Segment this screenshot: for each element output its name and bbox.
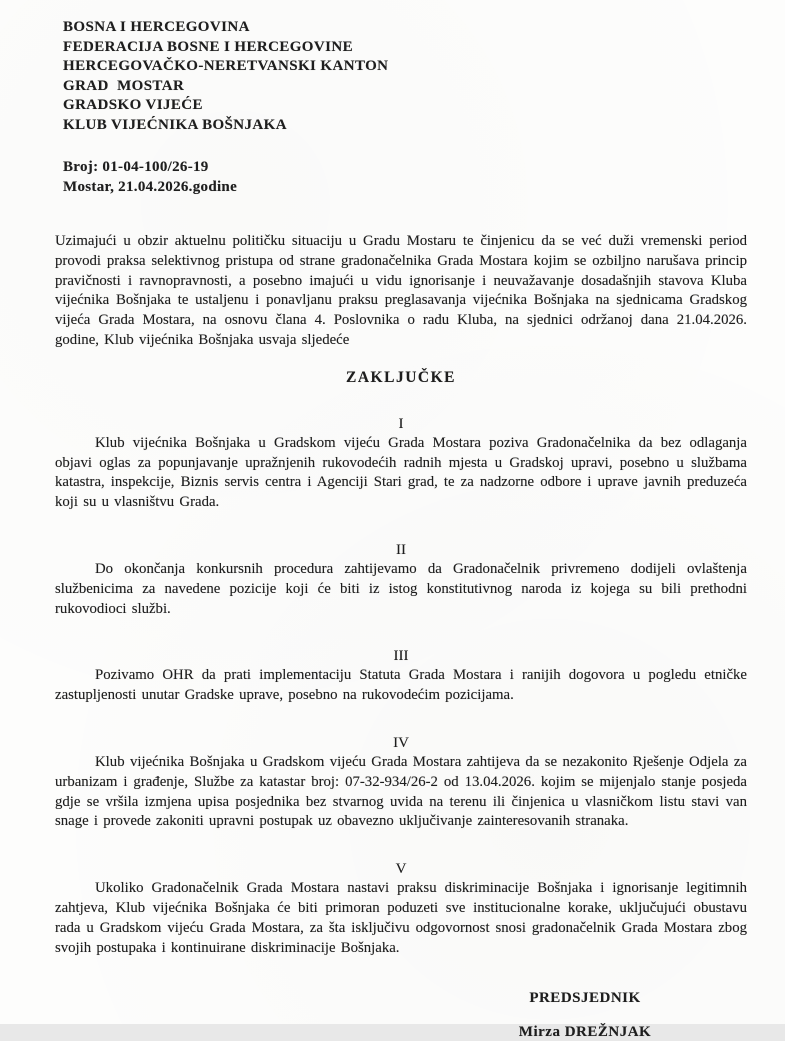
section-1-numeral: I bbox=[398, 415, 404, 432]
reference-block bbox=[63, 157, 747, 197]
section-3-text: Pozivamo OHR da prati implementaciju Statuta Grada Mostara i ranijih dogovora u pogledu etničke zastupljenosti unutar Gradske uprave, posebno na rukovodećim pozicijama. bbox=[55, 667, 747, 704]
section-2 bbox=[55, 542, 747, 619]
signature-block bbox=[465, 990, 705, 1041]
section-4-text: Klub vijećnika Bošnjaka u Gradskom vijeću Grada Mostara zahtijeva da se nezakonito Rješenje Odjela za urbanizam i građenje, Službe za katastar broj: 07-32-934/26-2 od 13.04.2026. kojim se mijenjalo stanje posjeda gdje se vršila izmjena upisa posjednika bez stvarnog uvida na terenu ili činjenica u vlasničkom listu stavi van snage i provede zakoniti upravni postupak uz obavezno uključivanje zainteresovanih stranaka. bbox=[55, 753, 747, 830]
letterhead-line-council: GRADSKO VIJEĆE bbox=[63, 97, 203, 113]
signature-name: Mirza DREŽNJAK bbox=[518, 1024, 652, 1041]
section-5 bbox=[55, 861, 747, 958]
intro-paragraph: Uzimajući u obzir aktuelnu političku situaciju u Gradu Mostaru te činjenicu da se već duži vremenski period provodi praksa selektivnog pristupa od strane gradonačelnika Grada Mostara kojim se ozbiljno narušava princip pravičnosti i ravnopravnosti, a posebno imajući u vidu ignorisanje i neuvažavanje dosadašnjih stavova Kluba vijećnika Bošnjaka te ustaljenu i ponavljanu praksu preglasavanja vijećnika Bošnjaka na sjednicama Gradskog vijeća Grada Mostara, na osnovu člana 4. Poslovnika o radu Kluba, na sjednici održanoj dana 21.04.2026. godine, Klub vijećnika Bošnjaka usvaja sljedeće bbox=[55, 233, 747, 348]
letterhead-line-federation: FEDERACIJA BOSNE I HERCEGOVINE bbox=[63, 38, 353, 55]
letterhead-line-city: GRAD MOSTAR bbox=[63, 77, 185, 94]
reference-place-date: Mostar, 21.04.2026.godine bbox=[63, 179, 238, 195]
section-1-text: Klub vijećnika Bošnjaka u Gradskom vijeću Grada Mostara poziva Gradonačelnika da bez odlaganja objavi oglas za popunjavanje upražnjenih rukovodećih radnih mjesta u Gradskoj upravi, posebno u službama katastra, inspekcije, Biznis servis centra i Agenciji Stari grad, te za nadzorne odbore i uprave javnih preduzeća koji su u vlasništvu Grada. bbox=[55, 434, 747, 511]
section-3 bbox=[55, 648, 747, 706]
section-4 bbox=[55, 735, 747, 832]
section-5-text: Ukoliko Gradonačelnik Grada Mostara nastavi praksu diskriminacije Bošnjaka i ignorisanje legitimnih zahtjeva, Klub vijećnika Bošnjaka će biti primoran poduzeti sve institucionalne korake, uključujući obustavu rada u Gradskom vijeću Grada Mostara, za šta isključivu odgovornost snosi gradonačelnik Grada Mostara zbog svojih postupaka i kontinuirane diskriminacije Bošnjaka. bbox=[55, 880, 747, 956]
section-2-numeral: II bbox=[396, 541, 406, 558]
section-1 bbox=[55, 416, 747, 513]
signature-role: PREDSJEDNIK bbox=[529, 990, 641, 1007]
reference-number: Broj: 01-04-100/26-19 bbox=[63, 159, 209, 175]
section-5-numeral: V bbox=[395, 861, 407, 878]
letterhead-line-club: KLUB VIJEĆNIKA BOŠNJAKA bbox=[63, 116, 287, 133]
letterhead bbox=[63, 18, 747, 135]
section-4-numeral: IV bbox=[393, 734, 409, 751]
document-title: ZAKLJUČKE bbox=[346, 368, 456, 386]
section-2-text: Do okončanja konkursnih procedura zahtijevamo da Gradonačelnik privremeno dodijeli ovlaštenja službenicima za navedene pozicije koji će biti iz istog konstitutivnog naroda iz kojega su bili prethodni rukovodioci službi. bbox=[55, 560, 747, 617]
section-3-numeral: III bbox=[393, 648, 409, 665]
letterhead-line-canton: HERCEGOVAČKO-NERETVANSKI KANTON bbox=[63, 58, 389, 74]
letterhead-line-country: BOSNA I HERCEGOVINA bbox=[63, 19, 250, 35]
